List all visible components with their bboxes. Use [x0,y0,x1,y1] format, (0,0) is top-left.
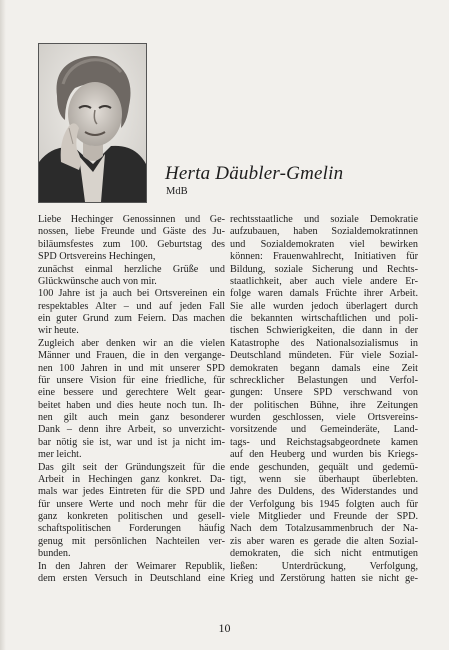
text-line: bunden. [38,548,71,560]
text-line: nen gilt auch mein ganz besonderer [38,412,225,423]
text-line: zunächst einmal herzliche Grüße und [38,263,225,275]
text-line: schrecklicher Belastungen und Verfol- [230,374,418,386]
text-line: Deutschland mündeten. Für viele Sozial- [230,350,418,362]
text-line: tischen Schwierigkeiten, die dann in der [230,325,418,337]
page-number: 10 [218,621,231,635]
text-line: Sie alle wurden jedoch überlagert durch [230,300,418,312]
text-line: Nach dem Totalzusammenbruch der Na- [230,523,418,535]
text-line: SPD Ortsvereins Hechingen, [38,251,156,263]
text-line: nossen, liebe Freunde und Gäste des Ju- [38,226,225,238]
text-line: auf den Heuberg und wurden bis Kriegs- [230,449,418,461]
text-line: mals war jedes Eintreten für die SPD und [38,486,225,498]
text-line: wir heute. [38,325,79,337]
text-line: ganz konkreten politischen und gesell- [38,511,225,522]
text-line: der Verfolgung bis 1945 folgten auch für [230,498,418,510]
text-line: respektables Alter – und auf jeden Fall [38,300,225,312]
text-line: eine bessere und gerechtere Welt gear- [38,387,225,399]
text-line: demokraten, die sich nicht entmutigen [230,548,418,560]
author-role: MdB [166,186,188,197]
text-line: und Sozialdemokraten viel bewirken [230,238,418,250]
text-line: Katastrophe des Nationalsozialismus in [230,337,418,349]
text-line: ende geschunden, gequält und gedemü- [230,461,418,473]
text-line: 100 Jahre ist ja auch bei Ortsvereinen ein [38,288,225,300]
text-line: ein guter Grund zum Feiern. Das machen [38,313,225,324]
text-line: für unsere Vision für eine friedliche, für [38,374,225,386]
text-line: staatlichkeit, aber auch viele andere Er- [230,275,418,287]
text-line: tags- und Reichstagsabgeordnete kamen [230,436,418,448]
text-line: nen 100 Jahren in und mit unserer SPD [38,362,225,374]
text-line: Liebe Hechinger Genossinnen und Ge- [38,214,225,225]
text-line: gungen: Unsere SPD verschwand von [230,387,418,399]
text-line: dem ersten Versuch in Deutschland eine [38,572,225,584]
text-line: tigt, wenn sie überhaupt überlebten. [230,473,418,485]
text-line: biläumsfestes zum 100. Geburtstag des [38,238,225,250]
text-line: schaftspolitischen Forderungen häufig [38,523,225,535]
text-line: der politischen Bühne, ihre Zeitungen [230,399,418,411]
text-line: Glückwünsche auch von mir. [38,275,157,287]
page-edge-shadow [0,0,6,650]
text-column-left [38,214,225,585]
text-line: für unsere Werte und noch mehr für die [38,498,225,510]
text-line: ließen: Unterdrückung, Verfolgung, [230,560,418,572]
text-line: Krieg und Zerstörung hatten sie nicht ge- [230,572,418,584]
text-line: Bildung, soziale Sicherung und Rechts- [230,263,418,275]
text-line: mer leicht. [38,449,82,461]
text-line: Dank – denn ihre Arbeit, so unverzicht- [38,424,225,436]
text-line: genug mit persönlichen Nachteilen ver- [38,535,225,547]
text-column-right [230,214,418,585]
text-line: Das gilt seit der Gründungszeit für die [38,461,225,473]
text-line: beitet haben und dies heute noch tun. Ih- [38,399,225,411]
text-line: können: Frauenwahlrecht, Initiativen für [230,251,418,263]
text-line: demokraten begann damals eine Zeit [230,362,418,374]
author-name: Herta Däubler-Gmelin [165,163,344,184]
text-line: wurden geschlossen, viele Ortsvereins- [230,412,418,423]
text-line: vorsitzende und Gemeinderäte, Land- [230,424,418,436]
text-line: zis aber waren es gerade die alten Sozial- [230,535,418,547]
text-line: rechtsstaatliche und soziale Demokratie [230,214,418,225]
text-line: In den Jahren der Weimarer Republik, [38,560,225,572]
text-line: Männer und Frauen, die in den vergange- [38,350,225,362]
text-line: viele Mitglieder und Freunde der SPD. [230,511,418,522]
text-line: aufzubauen, haben Sozialdemokratinnen [230,226,418,238]
text-line: folge waren damals Früchte ihrer Arbeit. [230,288,418,300]
text-line: Zugleich aber denken wir an die vielen [38,337,225,349]
text-line: die bekannten wirtschaftlichen und poli- [230,313,418,324]
text-line: Jahre des Duldens, des Widerstandes und [230,486,418,498]
author-portrait-photo [38,43,147,203]
text-line: Arbeit in Hechingen ganz konkret. Da- [38,473,225,485]
text-line: bar nötig sie ist, war und ist ja nicht im- [38,436,225,448]
